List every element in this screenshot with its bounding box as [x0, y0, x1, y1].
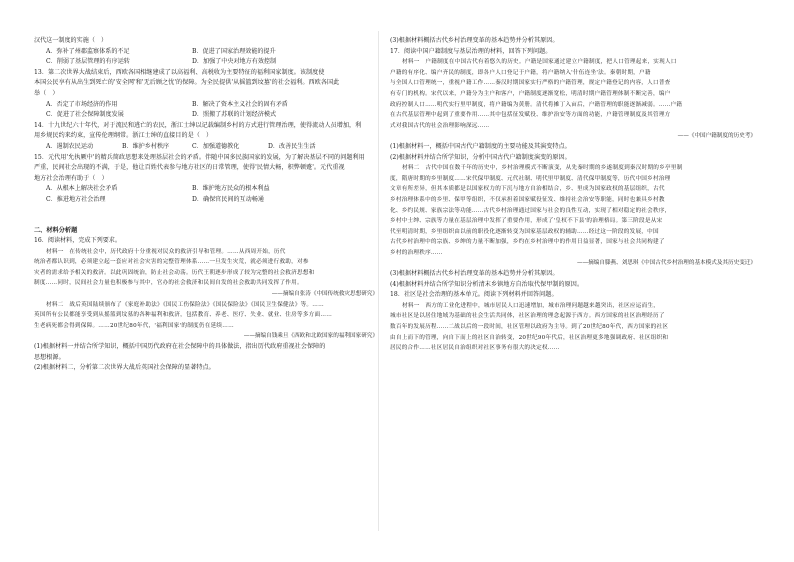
q15-options-row2	[34, 195, 384, 206]
q13-options-row2	[34, 110, 384, 121]
q17-material2-line7: 代至明清时期，乡里组织由以前的职役化逐渐转变为国家基层政权的辅助……经过这一阶段的发展，中国	[390, 228, 659, 235]
q16-ask1-line2: 思想根源。	[34, 353, 65, 361]
q13-option-a[interactable]: A．否定了市场经济的作用	[46, 100, 118, 108]
q16-material1-source: ——摘编自张涛《中国传统救灾思想研究》	[271, 291, 378, 298]
q15-stem-line2: 严重，民间社会出现的不满，于是，他让百姓代表参与地方社区的日常管理，使得'民情大畅，积弊顿蹙'。元代重视	[34, 164, 345, 172]
q12-options-row2	[34, 57, 384, 68]
q17-ask3: (3)根据材料概括古代乡村治理变革的基本趋势并分析其原因。	[390, 270, 559, 278]
q18-material1-line3: 数百年的发展历程……二战以后的一段时间，社区管理以政府为主导。到了20世纪80年代，西方国家的社区	[390, 324, 669, 331]
q17-material2-line9: 乡村的治理秩序……	[390, 249, 443, 256]
q17-material1-line6: 在古代基层管理中起到了重要作用……其中包括征发赋役、维护治安等方面的功能，户籍管理制度及其管理方	[390, 112, 671, 119]
q16-ask2: (2)根据材料二，分析第二次世界大战后英国社会保障的显著特点。	[34, 364, 215, 372]
q16-material1-line2: 统治者都认识到，必须建立起一套应对社会灾害的完整管理体系……一旦发生灾荒，就必须进行救助，对参	[34, 259, 309, 266]
q18-material1-line1: 材料一 西方的工业化进程中，城市居民人口迅速增加，城市治理问题越来越突出，社区应运而生，	[402, 302, 660, 309]
q14-stem-line2: 用乡规民约来约束，宣传伦理纲常。浙江士绅的直接目的是（ ）	[34, 132, 213, 140]
q13-stem-line1: 13．第二次世界大战结束后，西欧各国相继建成了以高福利、高税收为主要特征的福利国家制度。该制度使	[34, 68, 325, 76]
q16-material2-line2: 英国所有公民都能享受到从摇篮到坟墓的各种福利和救济，包括教育、养老、医疗、失业、就业、住房等多方面……	[34, 312, 333, 319]
q14-option-d[interactable]: D．改善民生生活	[268, 142, 316, 150]
q14-option-c[interactable]: C．加强道德教化	[192, 142, 240, 150]
q18-material1-line4: 由自上而下的管理，向自下而上的社区自治转变，20世纪90年代后，社区治理更多地强调政府、社区组织和	[390, 334, 669, 341]
q17-material1-line2: 户籍的有序化、编户齐民的制度，即各户人口登记于户籍，将户籍纳入'什伍连坐'法。秦朝时期，户籍	[390, 69, 651, 76]
q17-material1-line7: 式对我国古代的社会治理影响深远……	[390, 122, 490, 129]
left-column	[34, 36, 384, 374]
q18-heading: 18．社区是社会治理的基本单元。阅读下列材料并回答问题。	[390, 291, 558, 299]
q17-ask4: (4)根据材料并结合所学知识分析清末乡镇地方自治取代保甲制的原因。	[390, 280, 584, 288]
q17-heading: 17．阅读中国户籍制度与基层治理的材料，回答下列问题。	[390, 47, 552, 55]
q12-stem-tail: 汉代这一制度的实施（ ）	[34, 37, 108, 44]
q12-option-c[interactable]: C．削弱了基层管理的有序运转	[46, 58, 130, 66]
q15-stem-line3: 地方社会治理有助于（ ）	[34, 174, 108, 182]
q18-material1-line5: 居民的合作……社区居民自治组织对社区事务有很大的决定权……	[390, 345, 560, 352]
q17-material1-line1: 材料一 户籍制度在中国古代有着悠久的历史。户籍是国家通过建立户籍制度，把人口管理起来，实现人口	[402, 59, 677, 66]
q14-options-row	[34, 142, 384, 153]
q17-material1-line3: 与全国人口管理统一，重视户籍工作……秦汉时期国家实行严格的户籍管理，规定户籍登记的内容，人口普查	[390, 80, 671, 87]
q17-material2-source: ——摘编自滕燕、刘思琪《中国古代乡村治理的基本模式及其历史变迁》	[576, 260, 756, 267]
q16-material1-line1: 材料一 在传统社会中，历代政府十分重视对民众的救济引导和管理。……从西周开始，历代	[46, 248, 286, 255]
q16-ask3: (3)根据材料概括古代乡村治理变革的基本趋势并分析其原因。	[390, 37, 559, 44]
q15-options-row1	[34, 184, 384, 195]
q14-stem-line1: 14．十九世纪六十年代，对于流民和逃亡的农民，浙江士绅以记载编制乡村的方式进行管理治理，使得流动人员增加，利	[34, 121, 362, 129]
q17-material1-source: ——《中国户籍制度的历史考》	[677, 133, 756, 140]
q17-material2-line4: 乡村治理体系中的乡里、保甲等组织，不仅承担着国家赋役征发、维持社会治安等职能，同时也兼具乡村教	[390, 196, 665, 203]
q17-material1-line5: 政府控制人口……明代实行里甲制度，将户籍编为黄册。清代将摊丁入亩后，户籍管理的职能逐渐减弱。……户籍	[390, 101, 683, 108]
q17-ask1: (1)根据材料一，概括中国古代户籍制度的主要功能及其演变特点。	[390, 142, 571, 150]
q17-material2-line1: 材料二 古代中国在数千年的历史中，乡村治理模式不断演变，从先秦时期的乡遂制度到秦汉时期的乡亭里制	[402, 165, 683, 172]
q16-material1-line3: 灾者的需求给予相关的救济。以此巩固统治，防止社会动荡。历代王朝逐步形成了较为完整的社会救济思想和	[34, 269, 315, 276]
q15-stem-line1: 15．元代用'允执厥中'的精兵简政思想来处理基层社会的矛盾。伴随中国多民族国家的发展，为了解决基层不同的问题利用	[34, 153, 365, 161]
q15-option-d[interactable]: D．确保官民间的互动畅通	[192, 195, 264, 203]
q12-option-b[interactable]: B．促进了国家治理效能的提升	[192, 47, 276, 55]
q17-material1-line4: 有专门的机构。宋代以来，户籍分为主户和客户，户籍制度逐渐宽松，明清时期户籍管理体制不断完善，编户	[390, 90, 671, 97]
q12-option-d[interactable]: D．加强了中央对地方有效控制	[192, 58, 277, 66]
q16-ask1-line1: (1)根据材料一并结合所学知识，概括中国历代政府在社会保障中的具体做法，指出历代政府重视社会保障的	[34, 343, 326, 351]
q16-material2-line1: 材料二 战后英国陆续颁布了《家庭补助法》《国民工伤保险法》《国民保险法》《国民卫生保健法》等。……	[46, 301, 324, 308]
q15-option-a[interactable]: A．从根本上解决社会矛盾	[46, 185, 118, 193]
q17-ask2: (2)根据材料并结合所学知识，分析中国古代户籍制度演变的原因。	[390, 153, 571, 161]
q17-material2-line8: 古代乡村治理中的宗族、乡绅的力量不断加强，乡约在乡村治理中的作用日益显著，国家与社会共同构建了	[390, 239, 665, 246]
q16-material2-line3: 生老病死都会得到保障。……20世纪80年代，'福利国家'的制度仍在延续……	[34, 322, 234, 329]
q17-material2-line3: 文章有所差异，但其本质都是以国家权力的下沉与地方自治相结合，乡、里成为国家政权的基层组织，古代	[390, 186, 665, 193]
q13-option-c[interactable]: C．促进了社会保障制度发展	[46, 111, 124, 119]
right-column	[390, 36, 762, 354]
q14-option-b[interactable]: B．维护乡村秩序	[122, 142, 170, 150]
q13-option-b[interactable]: B．解决了资本主义社会的固有矛盾	[192, 100, 288, 108]
q12-options-row1	[34, 47, 384, 58]
q15-option-b[interactable]: B．维护地方民众的根本利益	[192, 185, 270, 193]
q16-material2-source: ——摘编自钱乘旦《西欧和北欧国家的福利国家研究》	[243, 333, 378, 340]
q14-option-a[interactable]: A．遏制农民运动	[46, 142, 94, 150]
q17-material2-line6: 乡村中士绅、宗族等力量在基层治理中发挥了重要作用，形成了'皇权不下县'的治理格局。第三阶段是从宋	[390, 218, 663, 225]
q16-material1-line4: 制度……同时，民间社会力量也积极参与其中，官办的社会救济和民间自发的社会救助共同发挥了作用。	[34, 280, 303, 287]
q12-option-a[interactable]: A．弥补了州郡监察体系的不足	[46, 47, 130, 55]
q17-material2-line2: 度，隋唐时期的乡里制度……宋代保甲制度、元代社制、明代里甲制度、清代保甲制度等，历代中国乡村治理	[390, 175, 671, 182]
section-heading: 二、材料分析题	[34, 226, 78, 234]
q13-option-d[interactable]: D．照搬了苏联的计划经济模式	[192, 111, 277, 119]
q16-heading: 16．阅读材料，完成下列要求。	[34, 237, 121, 245]
q18-material1-line2: 城市社区是以居住地域为基础的社会生活共同体，社区治理的理念起源于西方。西方国家的社区治理经历了	[390, 313, 665, 320]
q13-stem-line2: 本国公民享有从出生到死亡的'安全网'和'无后顾之忧'的保障。为全民提供'从摇篮到坟墓'的社会福利。西欧各国此	[34, 79, 340, 87]
q13-options-row1	[34, 100, 384, 111]
q17-material2-line5: 化、乡约民规、家族宗法等功能……古代乡村治理通过国家与社会的良性互动，实现了相对稳定的社会秩序，	[390, 207, 671, 214]
q13-stem-line3: 举（ ）	[34, 89, 59, 97]
q15-option-c[interactable]: C．推进地方社会治理	[46, 195, 106, 203]
